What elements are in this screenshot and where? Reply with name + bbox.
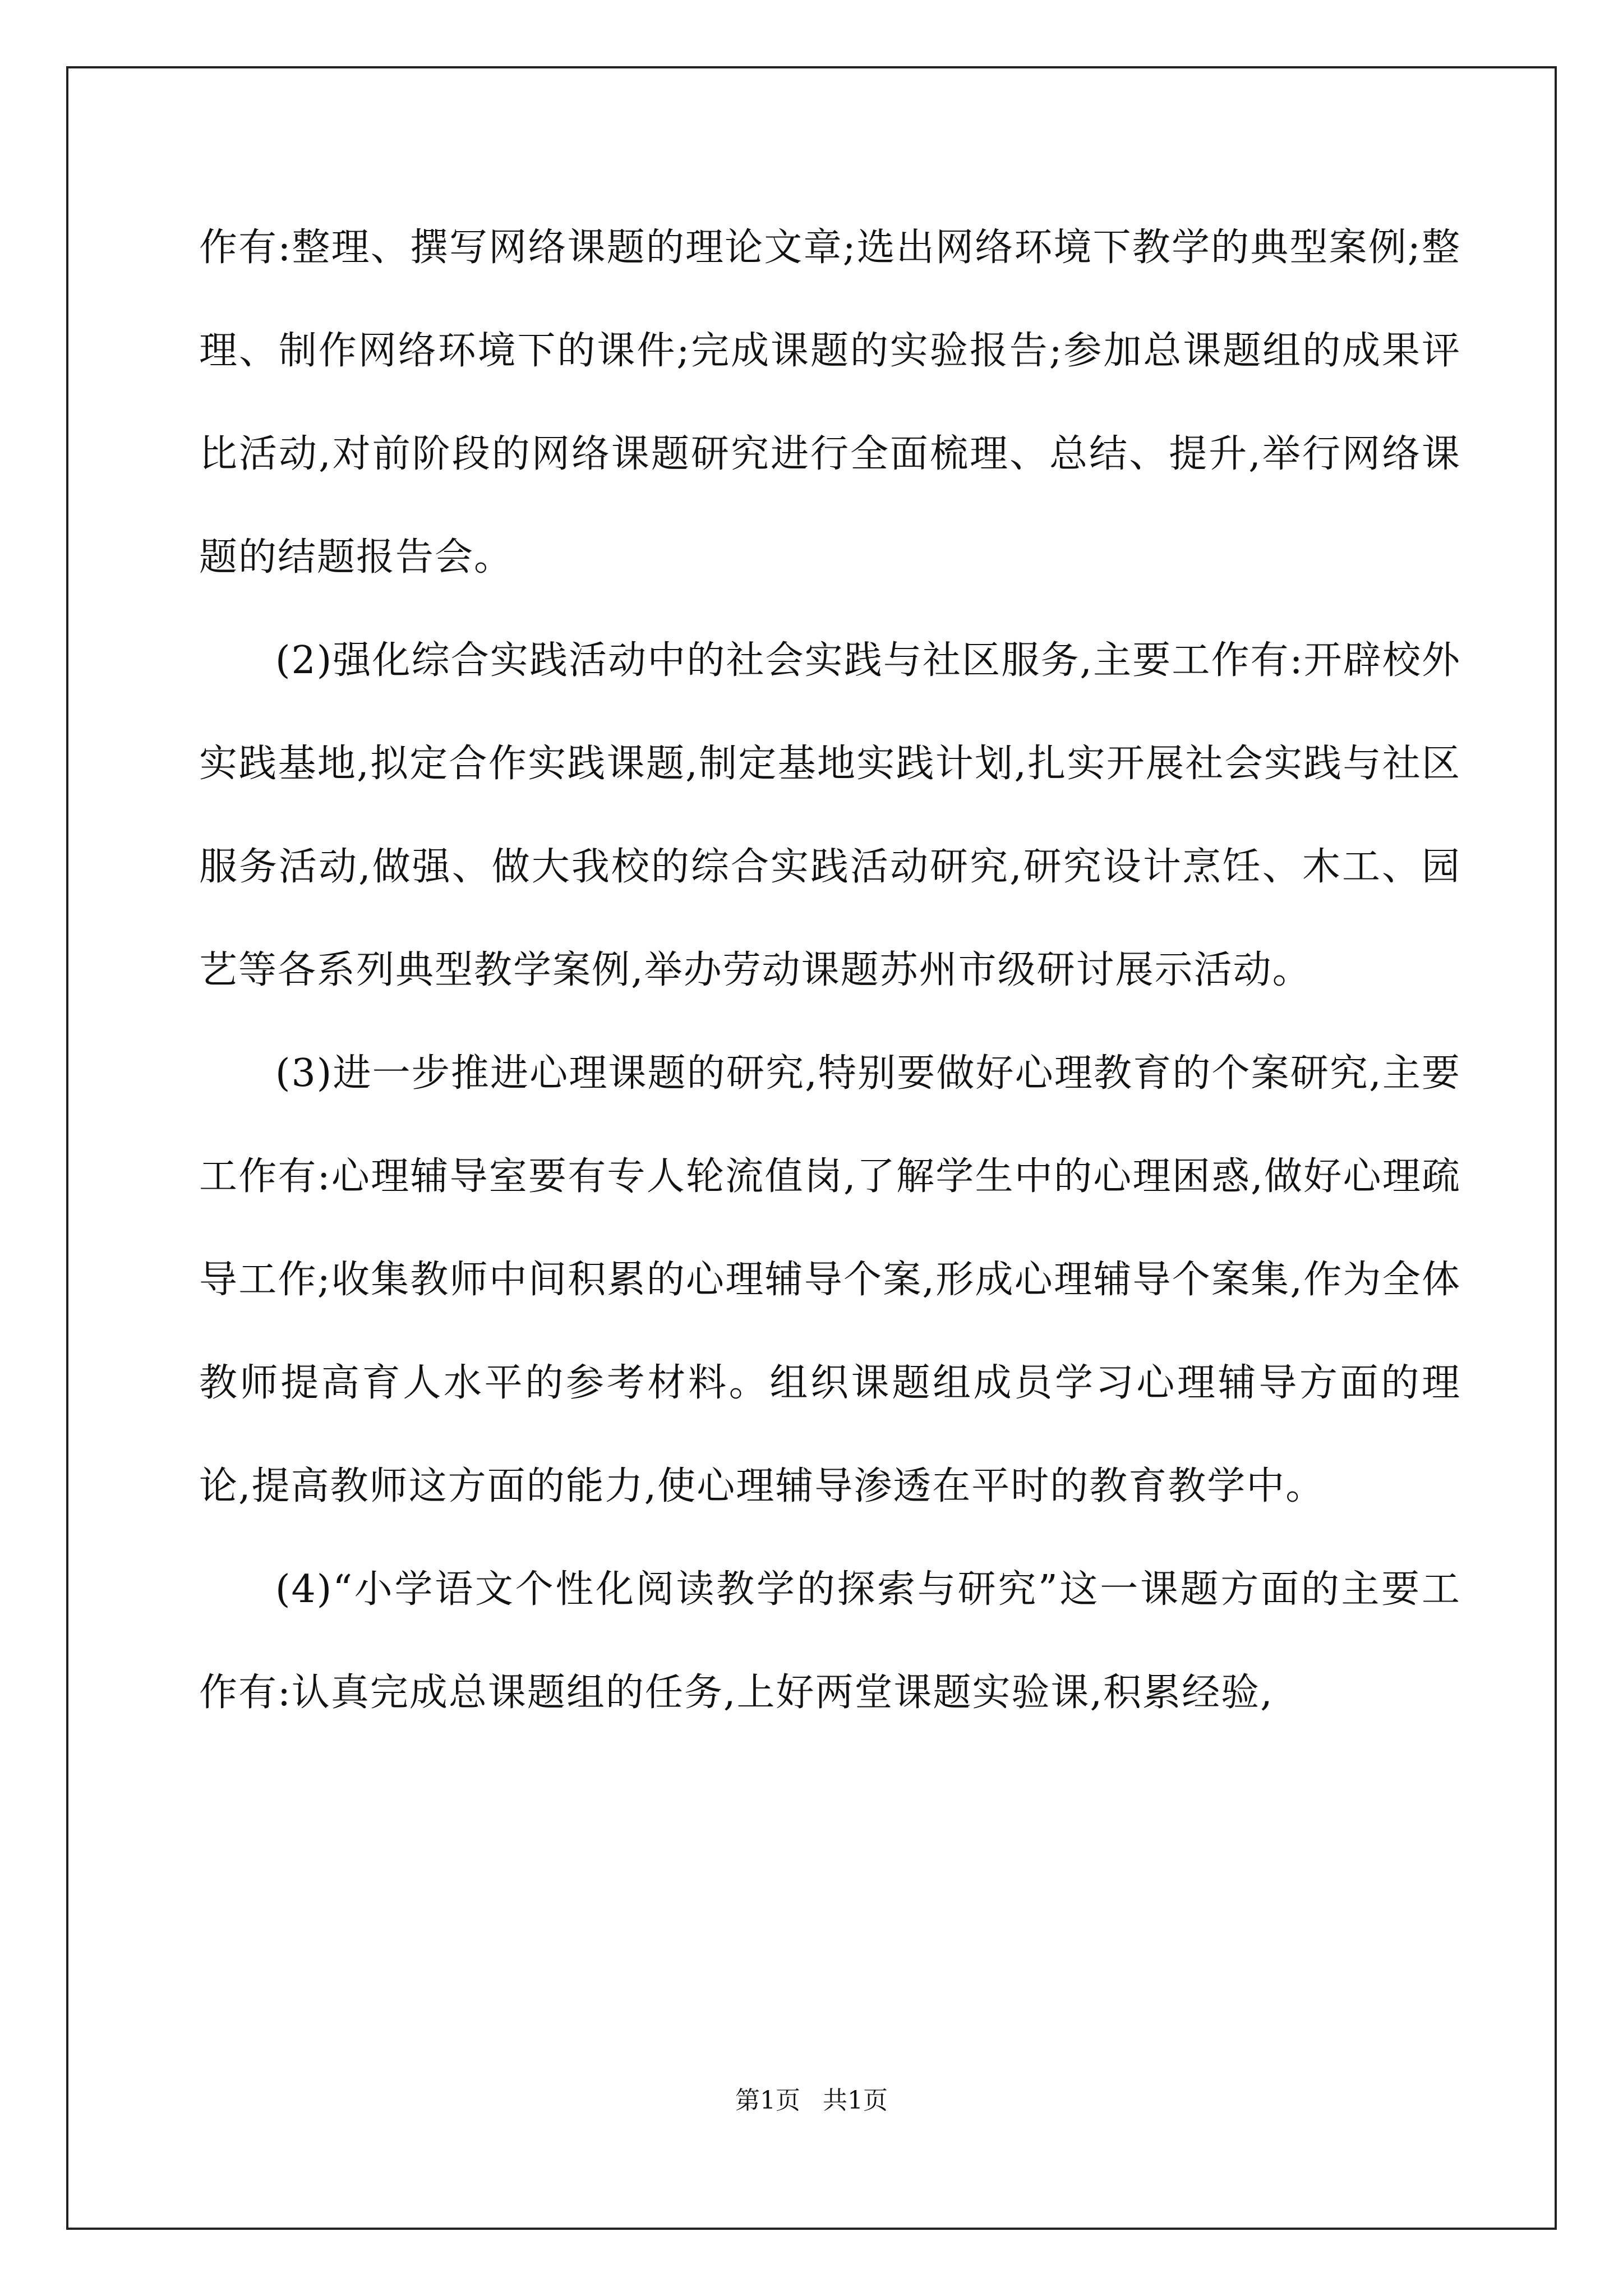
paragraph-4: (4)“小学语文个性化阅读教学的探索与研究”这一课题方面的主要工作有:认真完成总课题组的任务,上好两堂课题实验课,积累经验, bbox=[199, 1567, 1461, 1715]
page-number: 第1页 bbox=[735, 2086, 800, 2115]
document-body bbox=[199, 196, 1461, 1745]
page-total: 共1页 bbox=[823, 2086, 888, 2115]
paragraph-2: (2)强化综合实践活动中的社会实践与社区服务,主要工作有:开辟校外实践基地,拟定合作实践课题,制定基地实践计划,扎实开展社会实践与社区服务活动,做强、做大我校的综合实践活动研究,研究设计烹饪、木工、园艺等各系列典型教学案例,举办劳动课题苏州市级研讨展示活动。 bbox=[199, 638, 1461, 992]
paragraph-continuation: 作有:整理、撰写网络课题的理论文章;选出网络环境下教学的典型案例;整理、制作网络环境下的课件;完成课题的实验报告;参加总课题组的成果评比活动,对前阶段的网络课题研究进行全面梳理、总结、提升,举行网络课题的结题报告会。 bbox=[199, 226, 1461, 579]
paragraph-3: (3)进一步推进心理课题的研究,特别要做好心理教育的个案研究,主要工作有:心理辅导室要有专人轮流值岗,了解学生中的心理困惑,做好心理疏导工作;收集教师中间积累的心理辅导个案,形成心理辅导个案集,作为全体教师提高育人水平的参考材料。组织课题组成员学习心理辅导方面的理论,提高教师这方面的能力,使心理辅导渗透在平时的教育教学中。 bbox=[199, 1051, 1461, 1508]
page-footer bbox=[0, 2084, 1623, 2118]
